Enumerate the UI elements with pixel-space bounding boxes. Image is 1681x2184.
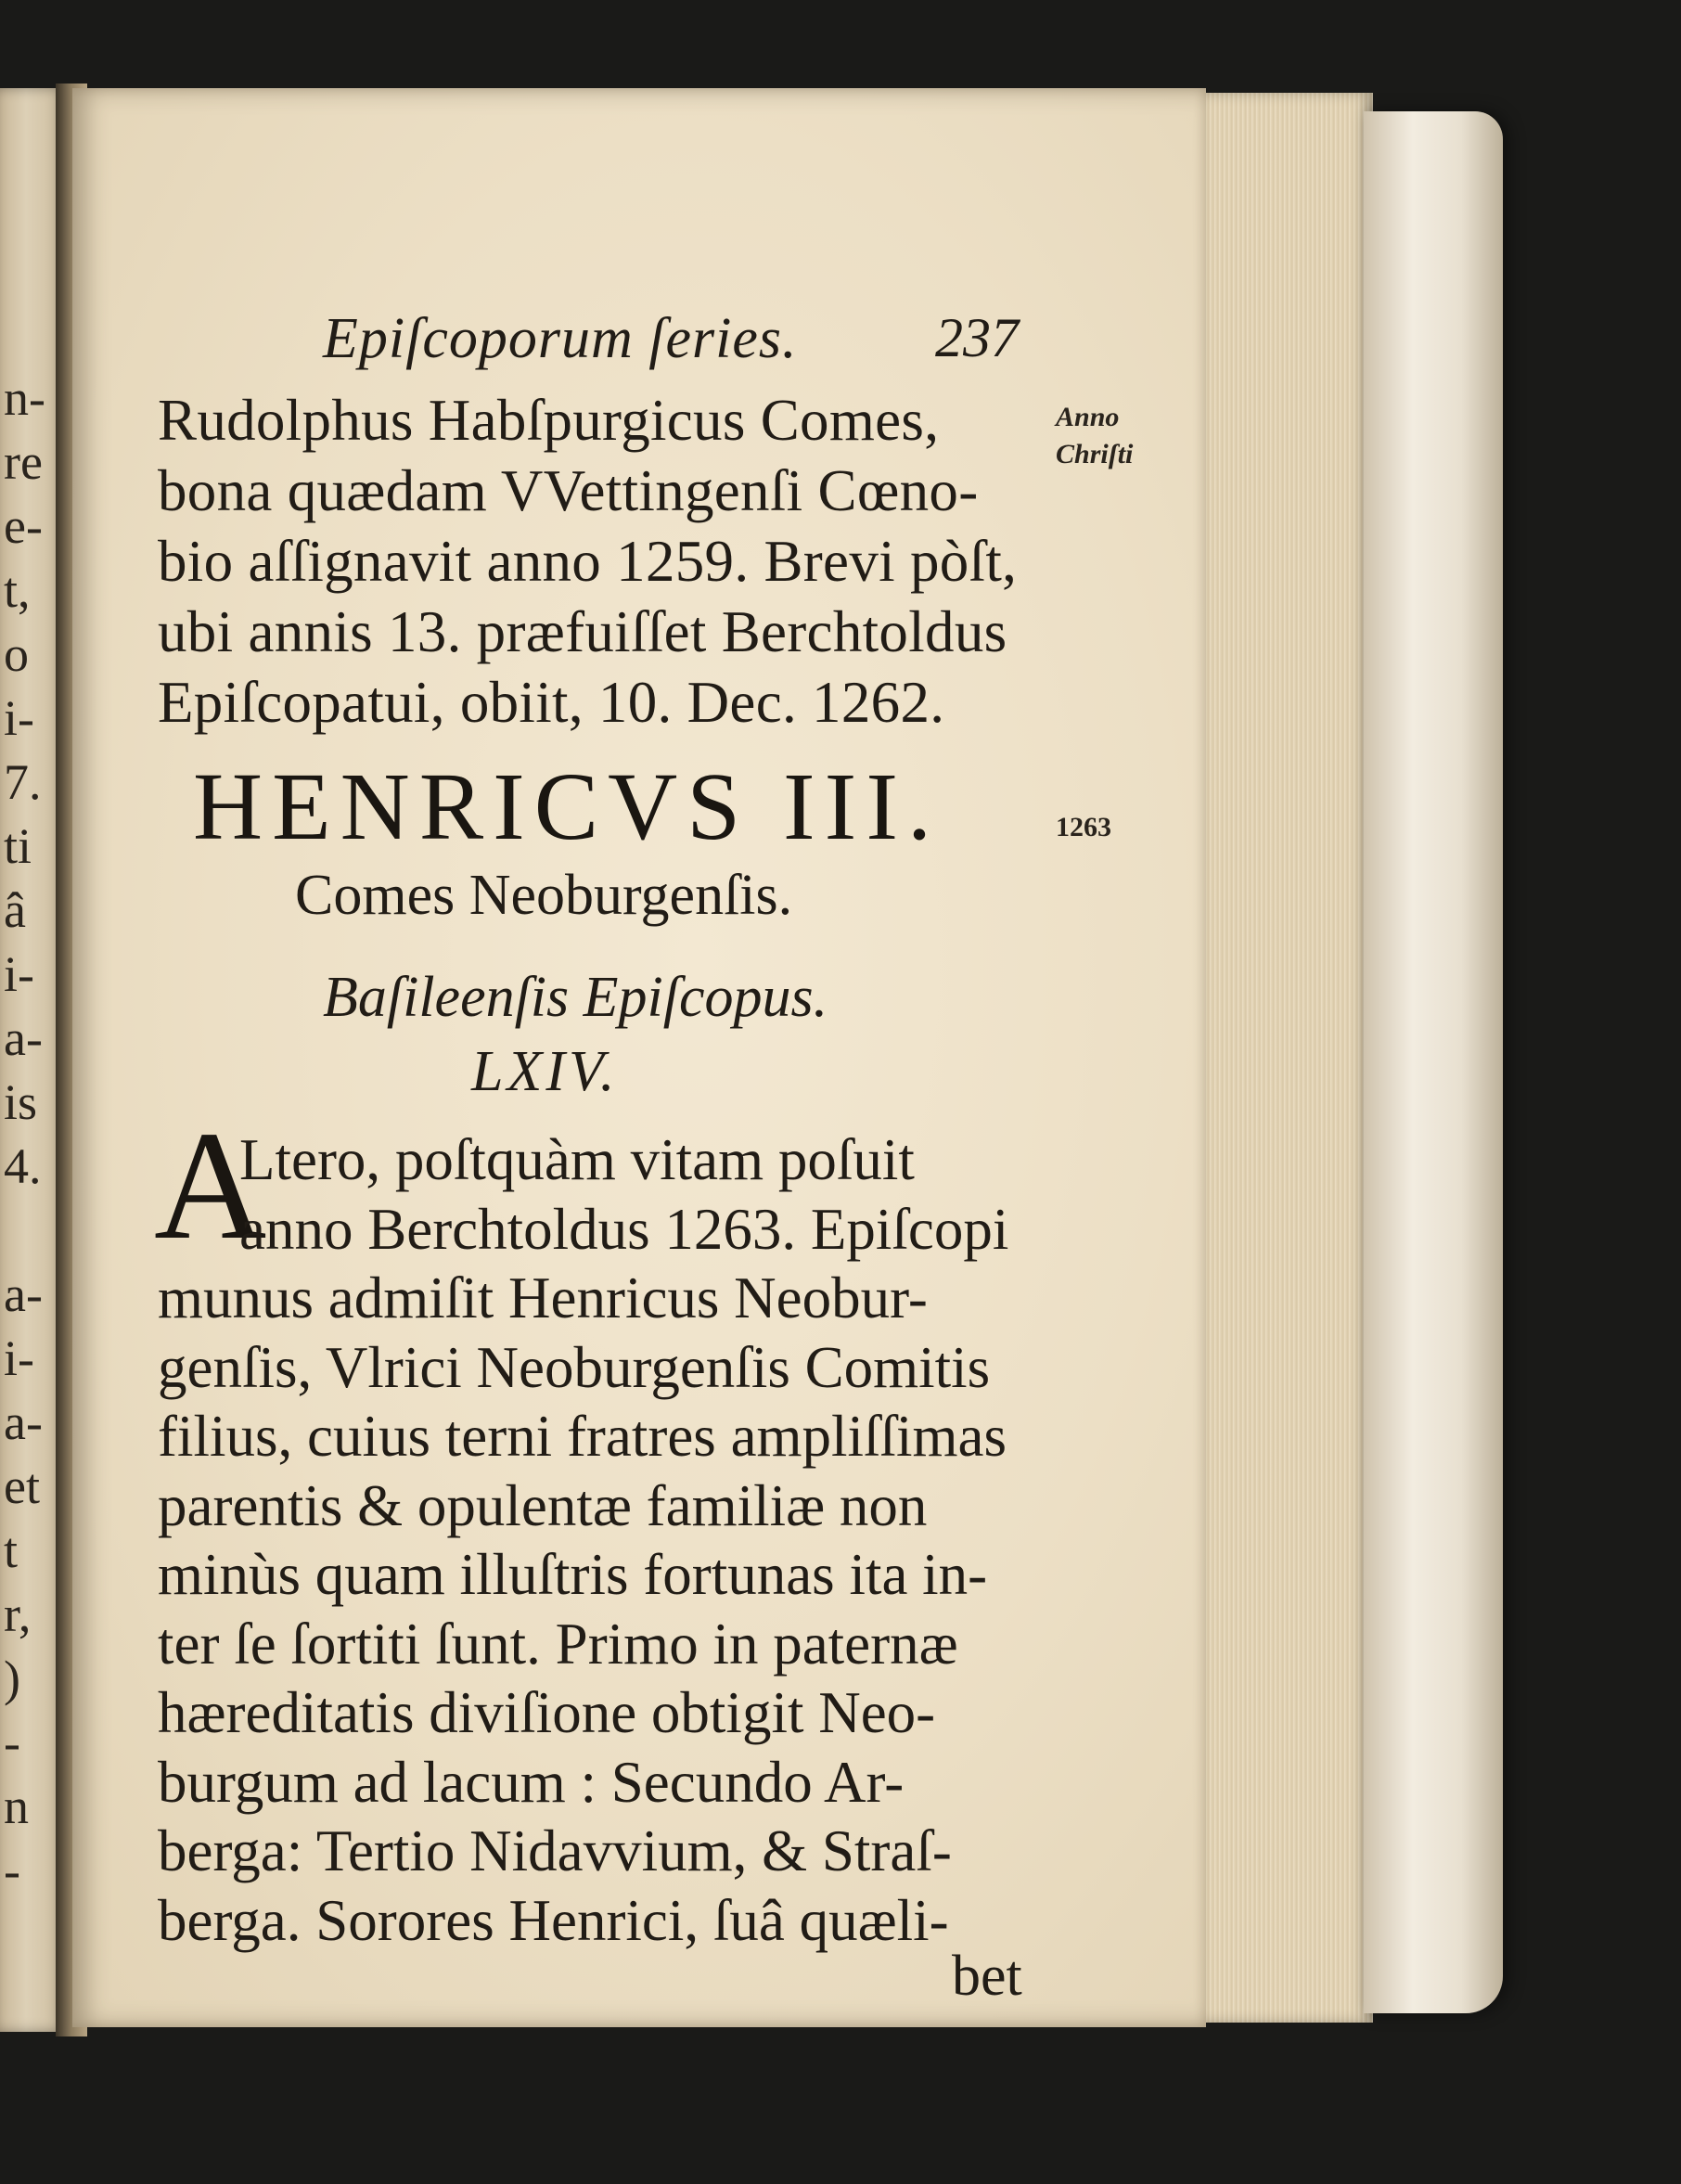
text-line: ter ſe ſortiti ſunt. Primo in paternæ: [158, 1611, 958, 1677]
left-fragment-line: ): [4, 1651, 20, 1706]
margin-year: 1263: [1056, 812, 1111, 842]
vellum-cover-flap: [1364, 111, 1503, 2013]
left-fragment-line: t,: [4, 562, 31, 618]
left-fragment-line: e-: [4, 498, 43, 554]
text-line: hæreditatis diviſione obtigit Neo-: [158, 1680, 936, 1745]
left-fragment-line: a-: [4, 1266, 43, 1322]
text-line: Epiſcopatui, obiit, 10. Dec. 1262.: [158, 670, 945, 735]
catchword: bet: [952, 1945, 1022, 2008]
margin-note-line: Anno: [1056, 402, 1120, 432]
left-fragment-line: a-: [4, 1394, 43, 1450]
text-line: filius, cuius terni fratres ampliſſimas: [158, 1404, 1007, 1469]
text-line: burgum ad lacum : Secundo Ar-: [158, 1749, 905, 1815]
text-line: Rudolphus Habſpurgicus Comes,: [158, 388, 940, 453]
margin-note-line: Chriſti: [1056, 439, 1134, 469]
left-fragment-line: ti: [4, 818, 32, 874]
bishop-name-heading: HENRICVS III.: [193, 753, 941, 860]
running-title: Epiſcoporum ſeries.: [323, 307, 798, 370]
margin-note-anno-christi: [1056, 399, 1133, 473]
right-page: [72, 88, 1206, 2027]
left-fragment-line: t: [4, 1522, 19, 1578]
text-line: ubi annis 13. præfuiſſet Berchtoldus: [158, 599, 1007, 664]
text-line: berga: Tertio Nidavvium, & Straſ-: [158, 1818, 952, 1883]
page-block-edges: [1206, 93, 1373, 2023]
text-line: Ltero, poſtquàm vitam poſuit: [239, 1127, 915, 1192]
left-fragment-line: -: [4, 1715, 20, 1770]
left-fragment-line: [4, 1199, 56, 1263]
left-page-fragments: [4, 366, 56, 2036]
left-fragment-line: -: [4, 1843, 20, 1898]
page-number: 237: [935, 307, 1019, 368]
bishop-subtitle: Comes Neoburgenſis.: [295, 864, 793, 927]
bishop-see: Baſileenſis Epiſcopus.: [323, 966, 828, 1029]
text-line: bio aſſignavit anno 1259. Brevi pòſt,: [158, 529, 1018, 594]
text-line: parentis & opulentæ familiæ non: [158, 1472, 928, 1538]
left-fragment-line: is: [4, 1074, 38, 1130]
left-fragment-line: n-: [4, 370, 45, 426]
left-fragment-line: et: [4, 1458, 40, 1514]
left-fragment-line: re: [4, 434, 43, 490]
text-line: berga. Sorores Henrici, ſuâ quæli-: [158, 1887, 949, 1953]
bishop-number: LXIV.: [471, 1040, 619, 1103]
page-header: [323, 306, 1065, 380]
left-fragment-line: i-: [4, 946, 34, 1002]
left-fragment-line: i-: [4, 1330, 34, 1386]
left-fragment-line: a-: [4, 1010, 43, 1066]
text-line: anno Berchtoldus 1263. Epiſcopi: [239, 1196, 1009, 1262]
drop-cap: A: [154, 1099, 267, 1272]
text-line: bona quædam VVettingenſi Cœno-: [158, 458, 979, 523]
left-fragment-line: â: [4, 882, 26, 938]
text-line: minùs quam illuſtris fortunas ita in-: [158, 1542, 988, 1607]
text-line: munus admiſit Henricus Neobur-: [158, 1265, 928, 1330]
left-fragment-line: i-: [4, 690, 34, 746]
main-paragraph: [158, 1125, 1067, 1955]
left-fragment-line: 7.: [4, 754, 42, 810]
left-fragment-line: n: [4, 1779, 29, 1834]
left-fragment-line: 4.: [4, 1138, 42, 1194]
left-fragment-line: o: [4, 626, 29, 682]
left-fragment-line: r,: [4, 1587, 32, 1642]
intro-text: [158, 385, 1058, 738]
text-line: genſis, Vlrici Neoburgenſis Comitis: [158, 1334, 991, 1400]
